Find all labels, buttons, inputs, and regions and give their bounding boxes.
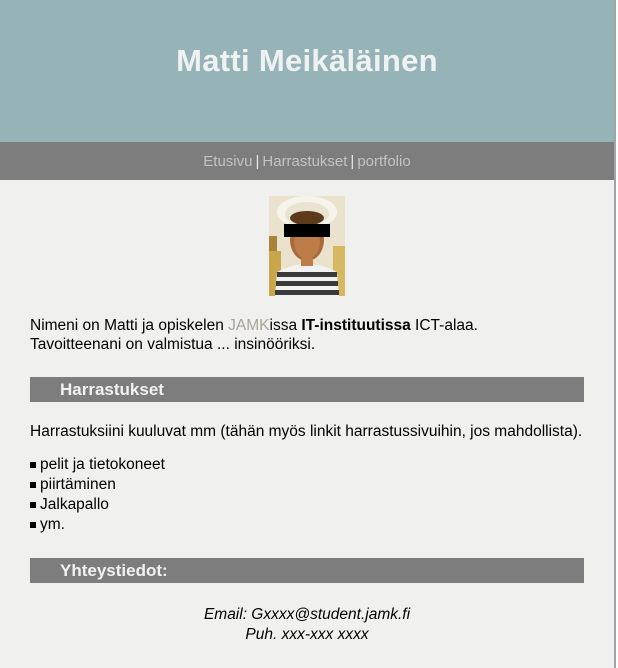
profile-photo: [269, 196, 345, 296]
list-item: pelit ja tietokoneet: [30, 455, 614, 475]
header-banner: [0, 0, 614, 142]
list-item: Jalkapallo: [30, 495, 614, 515]
nav-separator: |: [350, 152, 355, 170]
list-item: piirtäminen: [30, 475, 614, 495]
goal-text: Tavoitteenani on valmistua ... insinööriksi.: [30, 336, 316, 353]
intro-text-part: issa: [269, 317, 302, 334]
main-nav: [0, 142, 614, 180]
profile-photo-icon: [269, 196, 345, 296]
jamk-link[interactable]: JAMK: [228, 317, 270, 334]
nav-separator: |: [255, 152, 260, 170]
intro-text-part: ICT-alaa.: [410, 317, 478, 334]
nav-link-harrastukset[interactable]: Harrastukset: [262, 152, 348, 170]
nav-link-portfolio[interactable]: portfolio: [357, 152, 411, 170]
section-heading-harrastukset: Harrastukset: [30, 377, 584, 402]
contact-phone: Puh. xxx-xxx xxxx: [245, 626, 369, 643]
hobbies-text: Harrastuksiini kuuluvat mm (tähän myös linkit harrastussivuihin, jos mahdollista).: [30, 423, 583, 440]
institute-name: IT-instituutissa: [301, 317, 411, 334]
contact-info: [0, 605, 614, 645]
list-item: ym.: [30, 515, 614, 535]
intro-text-part: Nimeni on Matti ja opiskelen: [30, 317, 229, 334]
contact-email[interactable]: Email: Gxxxx@student.jamk.fi: [203, 606, 411, 623]
intro-text: [30, 316, 584, 354]
section-heading-yhteystiedot: Yhteystiedot:: [30, 558, 584, 583]
page-title: Matti Meikäläinen: [176, 43, 438, 78]
photo-container: [0, 196, 614, 296]
hobby-list: [30, 455, 614, 535]
nav-link-etusivu[interactable]: Etusivu: [203, 152, 253, 170]
